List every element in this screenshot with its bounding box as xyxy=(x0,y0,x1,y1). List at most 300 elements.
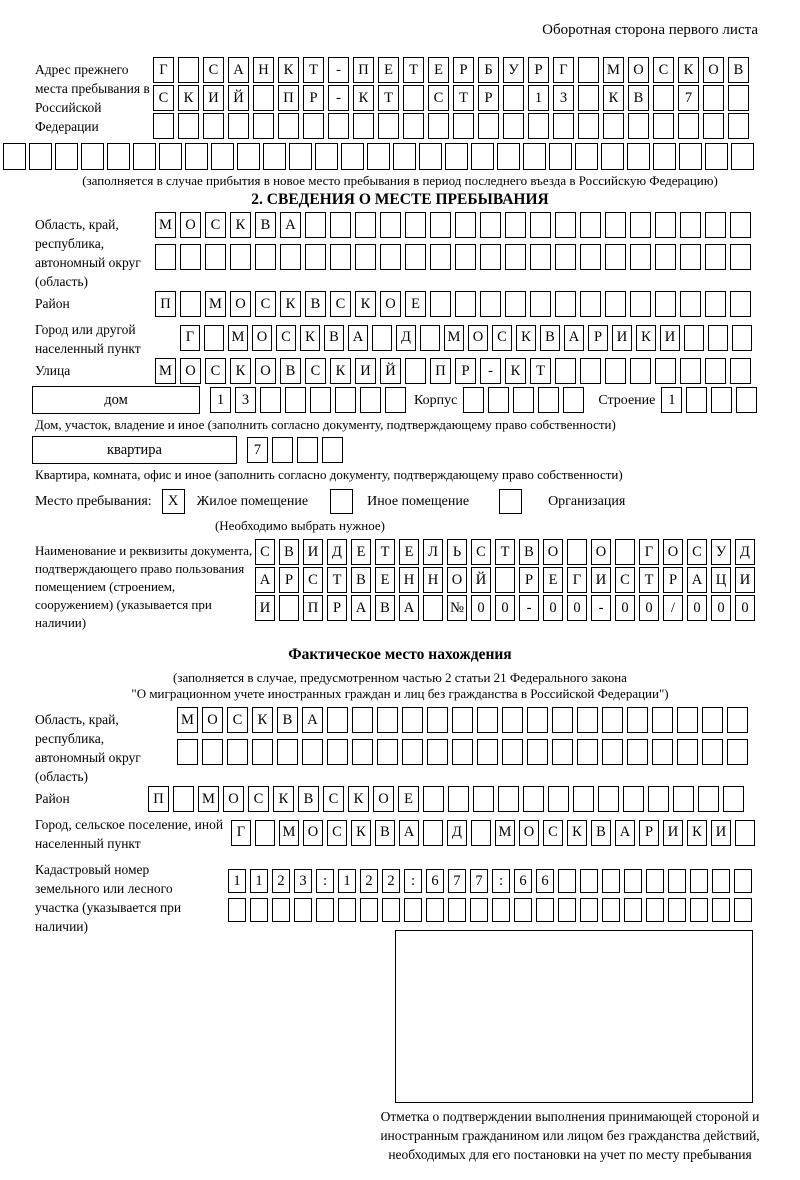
char-cell[interactable]: К xyxy=(687,820,707,846)
char-cell[interactable]: А xyxy=(399,820,419,846)
char-cell[interactable] xyxy=(577,707,598,733)
char-cell[interactable] xyxy=(679,143,702,170)
char-cell[interactable] xyxy=(680,244,701,270)
char-cell[interactable] xyxy=(730,244,751,270)
char-cell[interactable]: К xyxy=(178,85,199,111)
char-cell[interactable]: Р xyxy=(303,85,324,111)
char-cell[interactable] xyxy=(578,85,599,111)
char-cell[interactable] xyxy=(452,707,473,733)
char-cell[interactable] xyxy=(513,387,534,413)
char-cell[interactable] xyxy=(727,739,748,765)
char-cell[interactable] xyxy=(285,387,306,413)
char-cell[interactable]: В xyxy=(519,539,539,565)
char-cell[interactable]: Н xyxy=(423,567,443,593)
char-cell[interactable] xyxy=(173,786,194,812)
char-cell[interactable]: П xyxy=(278,85,299,111)
char-cell[interactable] xyxy=(385,387,406,413)
char-cell[interactable]: М xyxy=(603,57,624,83)
char-cell[interactable]: И xyxy=(663,820,683,846)
char-cell[interactable]: П xyxy=(155,291,176,317)
char-cell[interactable] xyxy=(505,212,526,238)
char-cell[interactable]: Д xyxy=(396,325,416,351)
char-cell[interactable]: О xyxy=(519,820,539,846)
char-cell[interactable] xyxy=(289,143,312,170)
char-cell[interactable] xyxy=(530,212,551,238)
char-cell[interactable] xyxy=(514,898,532,922)
char-cell[interactable]: 6 xyxy=(426,869,444,893)
char-cell[interactable] xyxy=(463,387,484,413)
char-cell[interactable]: П xyxy=(430,358,451,384)
char-cell[interactable]: Д xyxy=(327,539,347,565)
char-cell[interactable] xyxy=(204,325,224,351)
char-cell[interactable]: К xyxy=(636,325,656,351)
char-cell[interactable] xyxy=(605,212,626,238)
char-cell[interactable] xyxy=(730,291,751,317)
char-cell[interactable]: Т xyxy=(495,539,515,565)
char-cell[interactable] xyxy=(708,325,728,351)
char-cell[interactable] xyxy=(502,739,523,765)
char-cell[interactable]: В xyxy=(728,57,749,83)
char-cell[interactable]: Р xyxy=(455,358,476,384)
char-cell[interactable] xyxy=(698,786,719,812)
char-cell[interactable] xyxy=(690,898,708,922)
char-cell[interactable] xyxy=(530,244,551,270)
char-cell[interactable] xyxy=(605,358,626,384)
char-cell[interactable] xyxy=(480,244,501,270)
char-cell[interactable] xyxy=(549,143,572,170)
char-cell[interactable] xyxy=(673,786,694,812)
char-cell[interactable] xyxy=(473,786,494,812)
char-cell[interactable] xyxy=(355,212,376,238)
char-cell[interactable]: С xyxy=(255,291,276,317)
char-cell[interactable] xyxy=(488,387,509,413)
char-cell[interactable] xyxy=(503,85,524,111)
char-cell[interactable] xyxy=(602,739,623,765)
char-cell[interactable]: К xyxy=(355,291,376,317)
char-cell[interactable] xyxy=(703,113,724,139)
char-cell[interactable] xyxy=(330,244,351,270)
char-cell[interactable] xyxy=(253,85,274,111)
char-cell[interactable]: А xyxy=(399,595,419,621)
char-cell[interactable] xyxy=(630,358,651,384)
char-cell[interactable] xyxy=(601,143,624,170)
char-cell[interactable] xyxy=(255,244,276,270)
char-cell[interactable] xyxy=(734,869,752,893)
char-cell[interactable]: 0 xyxy=(543,595,563,621)
char-cell[interactable] xyxy=(680,358,701,384)
char-cell[interactable]: 2 xyxy=(382,869,400,893)
char-cell[interactable] xyxy=(705,358,726,384)
char-cell[interactable] xyxy=(668,898,686,922)
char-cell[interactable]: 1 xyxy=(661,387,682,413)
char-cell[interactable] xyxy=(327,739,348,765)
char-cell[interactable]: А xyxy=(302,707,323,733)
char-cell[interactable] xyxy=(360,898,378,922)
char-cell[interactable]: Т xyxy=(639,567,659,593)
char-cell[interactable]: К xyxy=(353,85,374,111)
char-cell[interactable]: К xyxy=(505,358,526,384)
char-cell[interactable] xyxy=(133,143,156,170)
char-cell[interactable] xyxy=(648,786,669,812)
char-cell[interactable] xyxy=(732,325,752,351)
char-cell[interactable] xyxy=(580,898,598,922)
char-cell[interactable]: С xyxy=(687,539,707,565)
char-cell[interactable]: Т xyxy=(403,57,424,83)
char-cell[interactable] xyxy=(497,143,520,170)
char-cell[interactable] xyxy=(277,739,298,765)
char-cell[interactable]: Р xyxy=(279,567,299,593)
char-cell[interactable] xyxy=(580,869,598,893)
char-cell[interactable] xyxy=(677,739,698,765)
char-cell[interactable]: С xyxy=(471,539,491,565)
char-cell[interactable]: Л xyxy=(423,539,443,565)
char-cell[interactable] xyxy=(655,291,676,317)
char-cell[interactable]: К xyxy=(252,707,273,733)
char-cell[interactable]: О xyxy=(252,325,272,351)
char-cell[interactable] xyxy=(237,143,260,170)
char-cell[interactable] xyxy=(624,869,642,893)
char-cell[interactable] xyxy=(555,358,576,384)
char-cell[interactable]: О xyxy=(223,786,244,812)
char-cell[interactable] xyxy=(471,143,494,170)
char-cell[interactable] xyxy=(305,212,326,238)
char-cell[interactable] xyxy=(316,898,334,922)
char-cell[interactable] xyxy=(734,898,752,922)
char-cell[interactable] xyxy=(728,85,749,111)
char-cell[interactable] xyxy=(477,707,498,733)
char-cell[interactable]: № xyxy=(447,595,467,621)
char-cell[interactable] xyxy=(492,898,510,922)
char-cell[interactable] xyxy=(602,898,620,922)
char-cell[interactable] xyxy=(678,113,699,139)
char-cell[interactable]: 1 xyxy=(228,869,246,893)
char-cell[interactable] xyxy=(327,707,348,733)
char-cell[interactable] xyxy=(180,244,201,270)
char-cell[interactable]: 0 xyxy=(471,595,491,621)
char-cell[interactable] xyxy=(430,291,451,317)
char-cell[interactable] xyxy=(495,567,515,593)
char-cell[interactable] xyxy=(255,820,275,846)
char-cell[interactable]: - xyxy=(591,595,611,621)
char-cell[interactable]: Е xyxy=(543,567,563,593)
char-cell[interactable]: Р xyxy=(639,820,659,846)
char-cell[interactable]: И xyxy=(612,325,632,351)
char-cell[interactable] xyxy=(605,244,626,270)
char-cell[interactable]: С xyxy=(248,786,269,812)
char-cell[interactable]: Т xyxy=(375,539,395,565)
char-cell[interactable]: К xyxy=(603,85,624,111)
char-cell[interactable]: Р xyxy=(519,567,539,593)
char-cell[interactable] xyxy=(367,143,390,170)
char-cell[interactable] xyxy=(602,707,623,733)
char-cell[interactable] xyxy=(505,291,526,317)
char-cell[interactable] xyxy=(294,898,312,922)
char-cell[interactable] xyxy=(353,113,374,139)
char-cell[interactable] xyxy=(419,143,442,170)
char-cell[interactable]: М xyxy=(444,325,464,351)
char-cell[interactable] xyxy=(552,707,573,733)
char-cell[interactable] xyxy=(263,143,286,170)
char-cell[interactable] xyxy=(502,707,523,733)
char-cell[interactable] xyxy=(310,387,331,413)
char-cell[interactable] xyxy=(563,387,584,413)
char-cell[interactable] xyxy=(402,739,423,765)
char-cell[interactable]: К xyxy=(351,820,371,846)
char-cell[interactable]: О xyxy=(202,707,223,733)
char-cell[interactable]: 2 xyxy=(272,869,290,893)
char-cell[interactable]: : xyxy=(404,869,422,893)
char-cell[interactable] xyxy=(297,437,318,463)
char-cell[interactable]: 3 xyxy=(294,869,312,893)
char-cell[interactable] xyxy=(575,143,598,170)
char-cell[interactable] xyxy=(702,739,723,765)
char-cell[interactable]: В xyxy=(298,786,319,812)
char-cell[interactable] xyxy=(382,898,400,922)
char-cell[interactable]: И xyxy=(355,358,376,384)
char-cell[interactable]: Р xyxy=(478,85,499,111)
char-cell[interactable] xyxy=(652,739,673,765)
char-cell[interactable] xyxy=(202,739,223,765)
char-cell[interactable]: В xyxy=(375,820,395,846)
char-cell[interactable]: Д xyxy=(735,539,755,565)
char-cell[interactable]: : xyxy=(492,869,510,893)
char-cell[interactable] xyxy=(615,539,635,565)
char-cell[interactable] xyxy=(405,244,426,270)
char-cell[interactable] xyxy=(423,595,443,621)
char-cell[interactable] xyxy=(712,869,730,893)
char-cell[interactable] xyxy=(555,244,576,270)
char-cell[interactable] xyxy=(322,437,343,463)
char-cell[interactable] xyxy=(180,291,201,317)
char-cell[interactable]: / xyxy=(663,595,683,621)
char-cell[interactable]: С xyxy=(428,85,449,111)
char-cell[interactable] xyxy=(403,85,424,111)
char-cell[interactable] xyxy=(355,244,376,270)
char-cell[interactable] xyxy=(278,113,299,139)
char-cell[interactable]: К xyxy=(516,325,536,351)
char-cell[interactable] xyxy=(471,820,491,846)
char-cell[interactable]: Р xyxy=(453,57,474,83)
char-cell[interactable] xyxy=(624,898,642,922)
char-cell[interactable]: В xyxy=(277,707,298,733)
char-cell[interactable]: О xyxy=(373,786,394,812)
char-cell[interactable] xyxy=(567,539,587,565)
char-cell[interactable] xyxy=(448,898,466,922)
char-cell[interactable]: 0 xyxy=(615,595,635,621)
char-cell[interactable]: Р xyxy=(327,595,347,621)
char-cell[interactable] xyxy=(690,869,708,893)
char-cell[interactable]: К xyxy=(678,57,699,83)
char-cell[interactable] xyxy=(81,143,104,170)
char-cell[interactable] xyxy=(705,212,726,238)
char-cell[interactable] xyxy=(159,143,182,170)
char-cell[interactable]: Г xyxy=(567,567,587,593)
char-cell[interactable] xyxy=(455,291,476,317)
char-cell[interactable]: В xyxy=(324,325,344,351)
char-cell[interactable]: 7 xyxy=(470,869,488,893)
char-cell[interactable]: С xyxy=(227,707,248,733)
char-cell[interactable] xyxy=(573,786,594,812)
char-cell[interactable] xyxy=(403,113,424,139)
char-cell[interactable] xyxy=(527,739,548,765)
char-cell[interactable] xyxy=(455,244,476,270)
char-cell[interactable]: 0 xyxy=(711,595,731,621)
char-cell[interactable] xyxy=(280,244,301,270)
char-cell[interactable] xyxy=(3,143,26,170)
char-cell[interactable]: А xyxy=(687,567,707,593)
char-cell[interactable]: Н xyxy=(399,567,419,593)
char-cell[interactable]: К xyxy=(330,358,351,384)
char-cell[interactable] xyxy=(498,786,519,812)
char-cell[interactable] xyxy=(155,244,176,270)
char-cell[interactable] xyxy=(480,212,501,238)
char-cell[interactable] xyxy=(302,739,323,765)
char-cell[interactable]: М xyxy=(155,358,176,384)
char-cell[interactable]: О xyxy=(628,57,649,83)
char-cell[interactable]: С xyxy=(330,291,351,317)
char-cell[interactable] xyxy=(580,358,601,384)
char-cell[interactable] xyxy=(335,387,356,413)
char-cell[interactable] xyxy=(377,739,398,765)
char-cell[interactable] xyxy=(528,113,549,139)
char-cell[interactable]: А xyxy=(255,567,275,593)
char-cell[interactable]: А xyxy=(280,212,301,238)
char-cell[interactable] xyxy=(29,143,52,170)
char-cell[interactable]: 1 xyxy=(210,387,231,413)
char-cell[interactable]: 6 xyxy=(536,869,554,893)
char-cell[interactable]: - xyxy=(480,358,501,384)
char-cell[interactable]: С xyxy=(205,212,226,238)
char-cell[interactable]: С xyxy=(255,539,275,565)
char-cell[interactable]: С xyxy=(153,85,174,111)
char-cell[interactable] xyxy=(448,786,469,812)
char-cell[interactable] xyxy=(445,143,468,170)
char-cell[interactable] xyxy=(227,739,248,765)
char-cell[interactable] xyxy=(378,113,399,139)
char-cell[interactable] xyxy=(55,143,78,170)
char-cell[interactable]: 3 xyxy=(235,387,256,413)
char-cell[interactable] xyxy=(404,898,422,922)
char-cell[interactable]: П xyxy=(148,786,169,812)
char-cell[interactable]: К xyxy=(230,212,251,238)
char-cell[interactable]: О xyxy=(255,358,276,384)
char-cell[interactable] xyxy=(352,707,373,733)
char-cell[interactable]: Т xyxy=(327,567,347,593)
char-cell[interactable]: А xyxy=(351,595,371,621)
char-cell[interactable] xyxy=(558,898,576,922)
char-cell[interactable] xyxy=(330,212,351,238)
char-cell[interactable]: 0 xyxy=(567,595,587,621)
char-cell[interactable] xyxy=(646,869,664,893)
char-cell[interactable] xyxy=(272,437,293,463)
checkbox-other-premises[interactable] xyxy=(330,489,353,514)
char-cell[interactable] xyxy=(548,786,569,812)
char-cell[interactable] xyxy=(684,325,704,351)
char-cell[interactable] xyxy=(107,143,130,170)
char-cell[interactable]: К xyxy=(230,358,251,384)
char-cell[interactable] xyxy=(177,739,198,765)
char-cell[interactable]: В xyxy=(628,85,649,111)
char-cell[interactable]: О xyxy=(468,325,488,351)
char-cell[interactable] xyxy=(602,869,620,893)
char-cell[interactable] xyxy=(372,325,392,351)
char-cell[interactable] xyxy=(423,786,444,812)
char-cell[interactable]: И xyxy=(303,539,323,565)
char-cell[interactable] xyxy=(630,244,651,270)
char-cell[interactable]: И xyxy=(591,567,611,593)
char-cell[interactable] xyxy=(655,244,676,270)
char-cell[interactable] xyxy=(470,898,488,922)
char-cell[interactable]: С xyxy=(323,786,344,812)
char-cell[interactable]: Е xyxy=(398,786,419,812)
char-cell[interactable] xyxy=(577,739,598,765)
char-cell[interactable] xyxy=(580,212,601,238)
char-cell[interactable] xyxy=(453,113,474,139)
char-cell[interactable]: А xyxy=(564,325,584,351)
char-cell[interactable]: О xyxy=(703,57,724,83)
char-cell[interactable]: А xyxy=(228,57,249,83)
char-cell[interactable] xyxy=(315,143,338,170)
char-cell[interactable] xyxy=(731,143,754,170)
char-cell[interactable]: 7 xyxy=(247,437,268,463)
char-cell[interactable] xyxy=(393,143,416,170)
char-cell[interactable] xyxy=(686,387,707,413)
char-cell[interactable]: Г xyxy=(553,57,574,83)
char-cell[interactable] xyxy=(627,707,648,733)
char-cell[interactable] xyxy=(712,898,730,922)
char-cell[interactable] xyxy=(203,113,224,139)
char-cell[interactable] xyxy=(338,898,356,922)
char-cell[interactable]: 1 xyxy=(338,869,356,893)
checkbox-residential[interactable]: X xyxy=(162,489,185,514)
char-cell[interactable]: К xyxy=(280,291,301,317)
char-cell[interactable] xyxy=(728,113,749,139)
char-cell[interactable]: Е xyxy=(378,57,399,83)
char-cell[interactable]: В xyxy=(351,567,371,593)
char-cell[interactable]: 0 xyxy=(495,595,515,621)
char-cell[interactable]: Е xyxy=(351,539,371,565)
char-cell[interactable] xyxy=(480,291,501,317)
char-cell[interactable]: - xyxy=(328,57,349,83)
char-cell[interactable]: В xyxy=(375,595,395,621)
char-cell[interactable] xyxy=(279,595,299,621)
char-cell[interactable] xyxy=(523,786,544,812)
char-cell[interactable]: М xyxy=(495,820,515,846)
char-cell[interactable] xyxy=(578,113,599,139)
char-cell[interactable] xyxy=(677,707,698,733)
char-cell[interactable]: О xyxy=(591,539,611,565)
char-cell[interactable] xyxy=(377,707,398,733)
char-cell[interactable]: К xyxy=(273,786,294,812)
char-cell[interactable]: 1 xyxy=(528,85,549,111)
char-cell[interactable]: - xyxy=(328,85,349,111)
char-cell[interactable] xyxy=(427,739,448,765)
char-cell[interactable] xyxy=(702,707,723,733)
char-cell[interactable]: О xyxy=(543,539,563,565)
char-cell[interactable]: В xyxy=(591,820,611,846)
char-cell[interactable] xyxy=(552,739,573,765)
char-cell[interactable]: У xyxy=(503,57,524,83)
char-cell[interactable] xyxy=(711,387,732,413)
char-cell[interactable] xyxy=(558,869,576,893)
char-cell[interactable]: Ь xyxy=(447,539,467,565)
char-cell[interactable] xyxy=(627,143,650,170)
char-cell[interactable]: К xyxy=(300,325,320,351)
char-cell[interactable]: У xyxy=(711,539,731,565)
char-cell[interactable]: И xyxy=(711,820,731,846)
char-cell[interactable]: С xyxy=(303,567,323,593)
char-cell[interactable]: О xyxy=(303,820,323,846)
